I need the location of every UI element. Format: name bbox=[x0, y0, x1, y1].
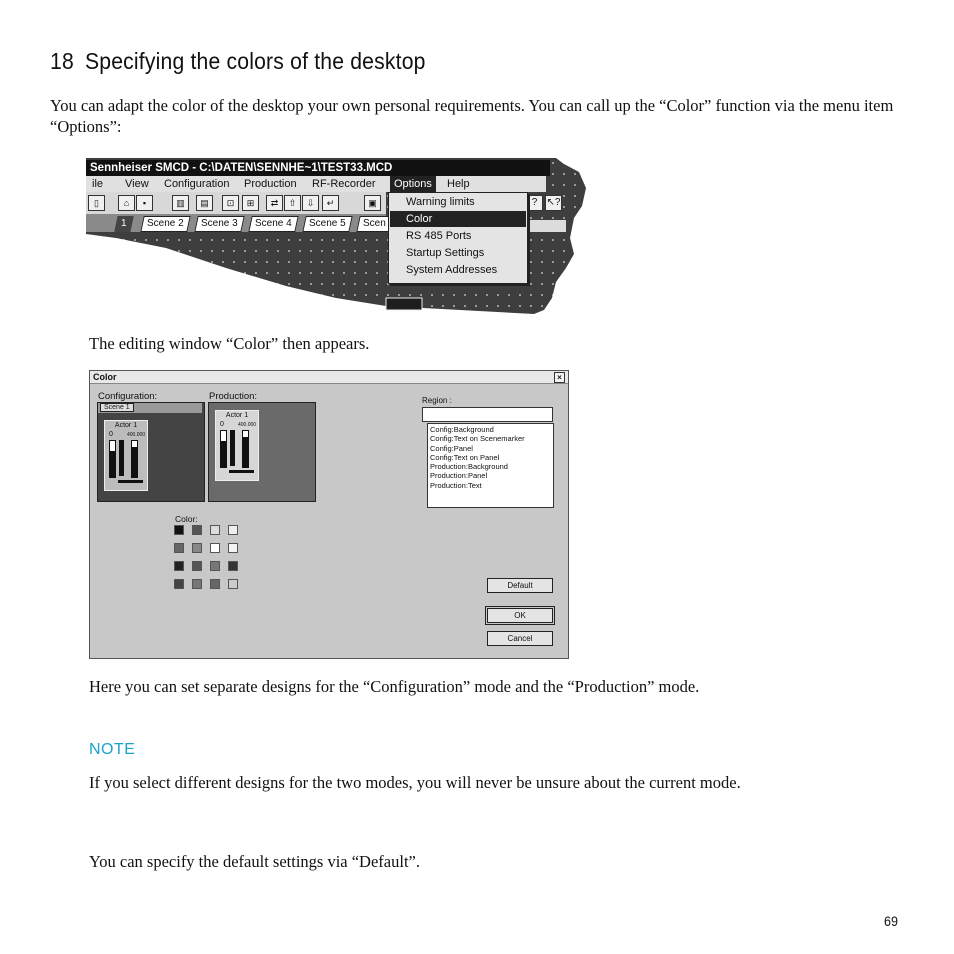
tab-scene-4[interactable] bbox=[248, 216, 298, 232]
dropdown-item-rs485-ports[interactable]: RS 485 Ports bbox=[406, 230, 472, 242]
level-meter bbox=[109, 440, 116, 478]
options-menu-screenshot bbox=[86, 158, 586, 314]
color-swatch[interactable] bbox=[210, 561, 220, 571]
region-item[interactable]: Config:Text on Panel bbox=[430, 452, 500, 462]
tab-scene-3[interactable] bbox=[194, 216, 244, 232]
rf-icon[interactable]: ⊡ bbox=[222, 195, 239, 211]
color-swatch[interactable] bbox=[228, 579, 238, 589]
color-swatch[interactable] bbox=[174, 561, 184, 571]
region-list[interactable] bbox=[427, 423, 554, 508]
actor-value: 400.000 bbox=[238, 422, 257, 428]
page-number: 69 bbox=[884, 913, 899, 929]
color-label: Color: bbox=[175, 514, 198, 524]
color-swatch[interactable] bbox=[174, 579, 184, 589]
color-swatch[interactable] bbox=[174, 525, 184, 535]
dropdown-item-startup-settings[interactable]: Startup Settings bbox=[406, 247, 485, 259]
fader bbox=[118, 480, 143, 483]
production-label: Production: bbox=[209, 391, 258, 402]
configuration-preview[interactable] bbox=[97, 402, 205, 502]
menu-view[interactable]: View bbox=[125, 178, 149, 190]
level-meter bbox=[230, 430, 235, 466]
color-swatch[interactable] bbox=[228, 525, 238, 535]
dropdown-item-warning-limits[interactable]: Warning limits bbox=[406, 196, 475, 208]
actor-label: Actor 1 bbox=[225, 412, 249, 419]
return-icon[interactable]: ↵ bbox=[322, 195, 339, 211]
new-icon[interactable]: ▯ bbox=[88, 195, 105, 211]
menu-options[interactable]: Options bbox=[390, 176, 436, 192]
cancel-button[interactable]: Cancel bbox=[487, 631, 553, 646]
level-meter bbox=[119, 440, 124, 476]
dialog-title-bar bbox=[90, 371, 568, 384]
transfer-icon[interactable]: ⇄ bbox=[266, 195, 283, 211]
level-meter bbox=[242, 430, 249, 468]
options-dropdown bbox=[388, 192, 528, 284]
configuration-label: Configuration: bbox=[98, 391, 158, 402]
intro-paragraph: You can adapt the color of the desktop your own personal requirements. You can call up the “Color” function via the menu item “Options”: bbox=[50, 96, 894, 136]
region-label: Region : bbox=[422, 396, 452, 405]
tab-label: 1 bbox=[121, 218, 127, 229]
region-item[interactable]: Config:Panel bbox=[430, 443, 473, 453]
region-item[interactable]: Config:Text on Scenemarker bbox=[430, 434, 525, 444]
actor-label: Actor 1 bbox=[114, 422, 138, 429]
app-title: Sennheiser SMCD - C:\DATEN\SENNHE~1\TEST33.MCD bbox=[90, 162, 393, 174]
panel-icon[interactable]: ▤ bbox=[196, 195, 213, 211]
actor-value: 400.000 bbox=[127, 432, 146, 438]
region-item[interactable]: Production:Panel bbox=[430, 471, 488, 481]
download-icon[interactable]: ⇩ bbox=[302, 195, 319, 211]
menu-bar bbox=[86, 176, 546, 192]
save-icon[interactable]: ▪ bbox=[136, 195, 153, 211]
tab-label: Scene 5 bbox=[309, 218, 346, 229]
modes-paragraph: Here you can set separate designs for the “Configuration” mode and the “Production” mode. bbox=[89, 677, 700, 696]
level-meter bbox=[220, 430, 227, 468]
fader bbox=[229, 470, 254, 473]
production-preview[interactable] bbox=[208, 402, 316, 502]
color-swatch[interactable] bbox=[228, 561, 238, 571]
close-icon[interactable]: × bbox=[554, 372, 565, 383]
dialog-title: Color bbox=[93, 372, 117, 382]
color-swatch[interactable] bbox=[192, 543, 202, 553]
color-swatch[interactable] bbox=[192, 525, 202, 535]
default-button[interactable]: Default bbox=[487, 578, 553, 593]
help-icon[interactable]: ? bbox=[526, 195, 543, 211]
color-swatch[interactable] bbox=[210, 579, 220, 589]
region-item[interactable]: Production:Background bbox=[430, 462, 508, 472]
color-swatch[interactable] bbox=[192, 561, 202, 571]
note-heading: NOTE bbox=[89, 741, 136, 758]
default-paragraph: You can specify the default settings via “Default”. bbox=[89, 852, 420, 871]
tab-scene-2[interactable] bbox=[140, 216, 190, 232]
context-help-icon[interactable]: ↖? bbox=[545, 195, 562, 211]
tab-label: Scen bbox=[363, 218, 386, 229]
scene-tab-label: Scene 1 bbox=[100, 403, 134, 412]
mixer-icon[interactable]: ▥ bbox=[172, 195, 189, 211]
tab-scene-5[interactable] bbox=[302, 216, 352, 232]
color-swatch[interactable] bbox=[192, 579, 202, 589]
actor-panel bbox=[215, 410, 259, 481]
section-heading bbox=[50, 48, 426, 75]
actor-zero: 0 bbox=[109, 431, 113, 438]
note-text: If you select different designs for the two modes, you will never be unsure about the current mode. bbox=[89, 773, 741, 792]
monitor-icon[interactable]: ▣ bbox=[364, 195, 381, 211]
menu-rf-recorder[interactable]: RF-Recorder bbox=[312, 178, 376, 190]
open-icon[interactable]: ⌂ bbox=[118, 195, 135, 211]
menu-configuration[interactable]: Configuration bbox=[164, 178, 230, 190]
menu-help[interactable]: Help bbox=[447, 178, 470, 190]
section-number: 18 bbox=[50, 48, 74, 74]
region-item[interactable]: Config:Background bbox=[430, 425, 494, 434]
actor-zero: 0 bbox=[220, 421, 224, 428]
device-icon[interactable]: ⊞ bbox=[242, 195, 259, 211]
menu-file[interactable]: ile bbox=[92, 178, 104, 190]
region-input[interactable] bbox=[422, 407, 553, 422]
color-swatch[interactable] bbox=[174, 543, 184, 553]
scene-tab bbox=[98, 403, 202, 413]
dialog-intro-text: The editing window “Color” then appears. bbox=[89, 334, 370, 353]
actor-panel bbox=[104, 420, 148, 491]
color-swatch[interactable] bbox=[210, 525, 220, 535]
ok-button[interactable]: OK bbox=[487, 608, 553, 623]
dropdown-item-color[interactable]: Color bbox=[390, 211, 526, 227]
level-meter bbox=[131, 440, 138, 478]
menu-production[interactable]: Production bbox=[244, 178, 297, 190]
color-dialog-screenshot bbox=[89, 370, 569, 659]
app-title-bar bbox=[86, 160, 550, 176]
section-title: Specifying the colors of the desktop bbox=[84, 48, 426, 74]
toolbar bbox=[86, 192, 386, 214]
region-item[interactable]: Production:Text bbox=[430, 480, 482, 490]
color-swatch[interactable] bbox=[228, 543, 238, 553]
tab-label: Scene 4 bbox=[255, 218, 292, 229]
color-swatch[interactable] bbox=[210, 543, 220, 553]
upload-icon[interactable]: ⇧ bbox=[284, 195, 301, 211]
dropdown-item-system-addresses[interactable]: System Addresses bbox=[406, 264, 498, 276]
tab-label: Scene 2 bbox=[147, 218, 184, 229]
tab-label: Scene 3 bbox=[201, 218, 238, 229]
